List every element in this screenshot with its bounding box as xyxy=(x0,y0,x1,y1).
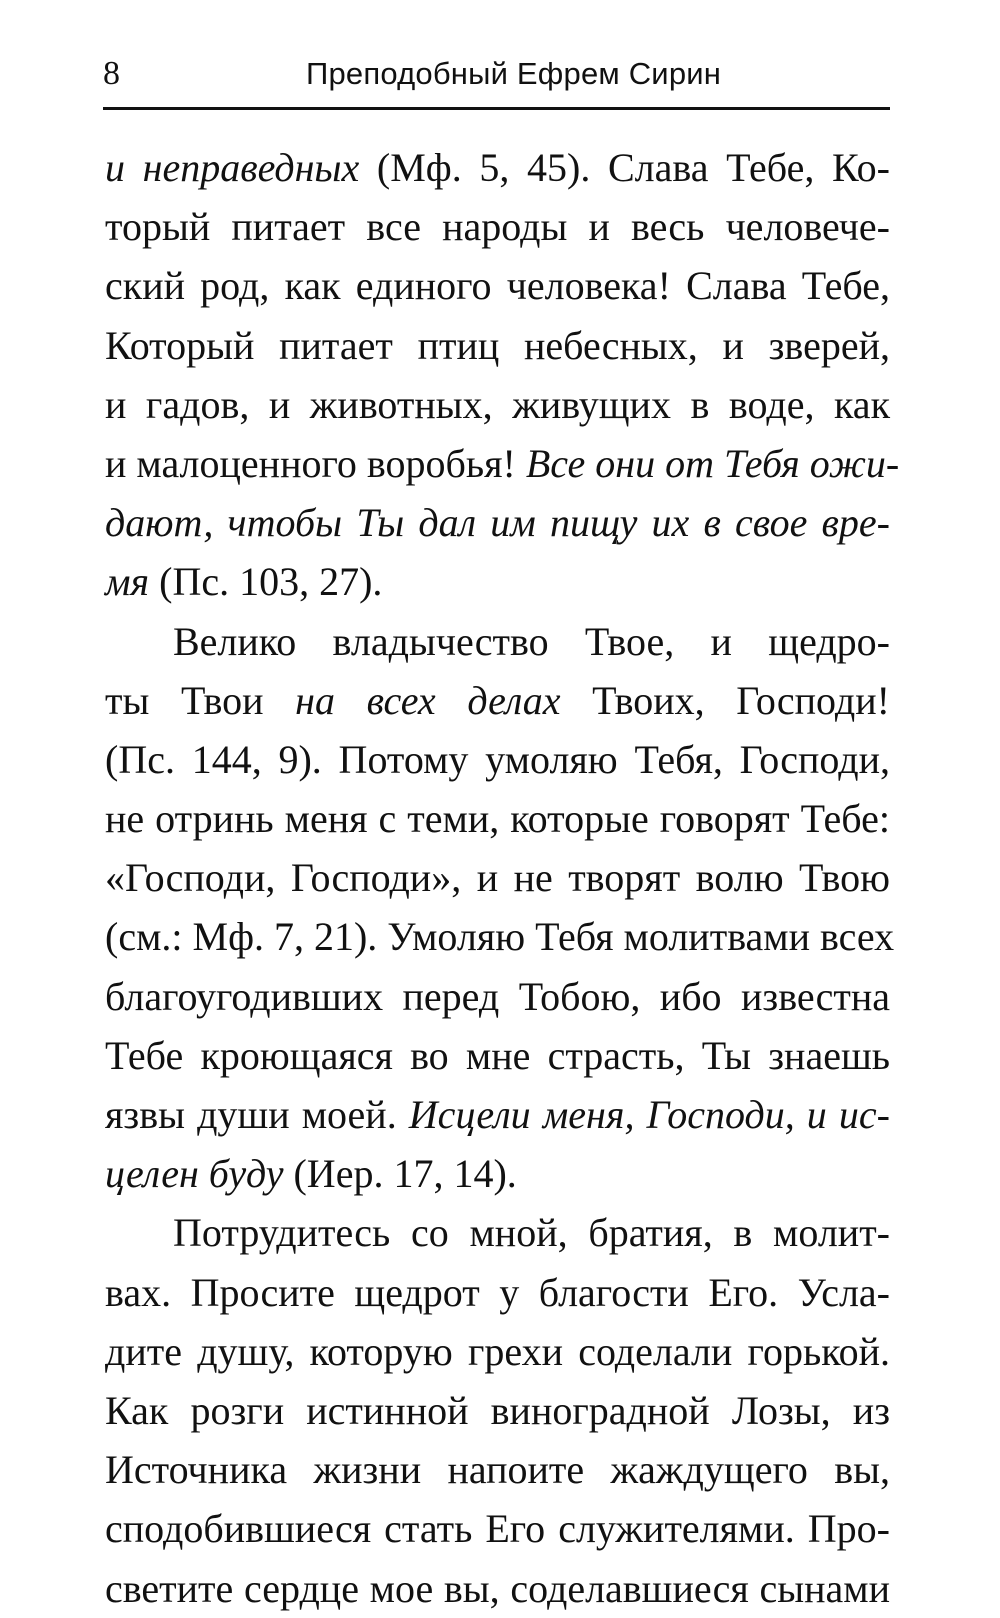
text-line xyxy=(105,848,890,907)
text-run: Источника жизни напоите жаждущего вы, xyxy=(105,1447,890,1493)
text-line xyxy=(105,1026,890,1085)
text-run: (Пс. 144, 9). Потому умоляю Тебя, Господи, xyxy=(105,736,890,782)
text-run: и гадов, и животных, живущих в воде, как xyxy=(105,381,890,427)
text-line xyxy=(105,1263,890,1322)
text-run: Потрудитесь со мной, братия, в молит- xyxy=(173,1210,890,1256)
text-run: дите душу, которую грехи соделали горькой. xyxy=(105,1328,890,1374)
text-line xyxy=(105,1322,890,1381)
text-line xyxy=(105,907,895,966)
page-number: 8 xyxy=(103,55,120,92)
text-line xyxy=(105,612,890,671)
italic-text-run: Исцели меня, Господи, и ис- xyxy=(408,1092,890,1137)
text-line xyxy=(105,493,890,552)
italic-text-run: дают, чтобы Ты дал им пищу их в свое вре- xyxy=(105,500,890,546)
text-run: торый питает все народы и весь человече- xyxy=(105,204,890,250)
italic-text-run: и неправедных xyxy=(105,145,360,190)
text-run: вах. Просите щедрот у благости Его. Усла- xyxy=(105,1269,890,1315)
text-run: Твоих, Господи! xyxy=(560,677,890,723)
body-text xyxy=(105,138,900,1618)
text-line xyxy=(105,1203,890,1262)
text-line xyxy=(105,1085,890,1144)
text-run: сподобившиеся стать Его служителями. Про- xyxy=(105,1506,890,1552)
text-run: Тебе кроющаяся во мне страсть, Ты знаешь xyxy=(105,1032,890,1078)
text-line xyxy=(105,552,890,611)
text-run: язвы души моей. xyxy=(105,1092,409,1137)
italic-text-run: мя xyxy=(105,559,150,605)
text-line xyxy=(105,730,890,789)
text-run: ты Твои xyxy=(105,677,296,723)
text-line xyxy=(105,256,890,315)
text-line xyxy=(105,1440,890,1499)
italic-text-run: Все они от Тебя ожи- xyxy=(525,440,900,486)
text-line xyxy=(105,138,890,197)
text-run: Который питает птиц небесных, и зверей, xyxy=(105,322,890,368)
text-run: (Иер. 17, 14). xyxy=(283,1151,517,1197)
text-run: (см.: Мф. 7, 21). Умоляю Тебя молитвами всех xyxy=(105,914,895,960)
text-run: Велико владычество Твое, и щедро- xyxy=(173,618,890,664)
text-line xyxy=(105,1381,890,1440)
text-line xyxy=(105,1559,890,1618)
text-run: ский род, как единого человека! Слава Тебе, xyxy=(105,263,890,309)
italic-text-run: на всех делах xyxy=(295,677,561,723)
text-run: светите сердце мое вы, соделавшиеся сынами xyxy=(105,1565,890,1611)
text-line xyxy=(105,967,890,1026)
text-line xyxy=(105,197,890,256)
text-run: (Мф. 5, 45). Слава Тебе, Ко- xyxy=(359,145,890,190)
running-title: Преподобный Ефрем Сирин xyxy=(306,56,722,91)
text-run: и малоценного воробья! xyxy=(105,440,526,486)
text-line xyxy=(105,789,890,848)
text-run: благоугодивших перед Тобою, ибо известна xyxy=(105,973,890,1019)
text-run: «Господи, Господи», и не творят волю Твою xyxy=(105,855,890,901)
text-line xyxy=(105,1499,890,1558)
text-run: Как розги истинной виноградной Лозы, из xyxy=(105,1387,890,1433)
text-line xyxy=(105,671,890,730)
text-run: (Пс. 103, 27). xyxy=(149,559,383,605)
italic-text-run: целен буду xyxy=(105,1151,284,1197)
text-line xyxy=(105,375,890,434)
header-rule xyxy=(103,107,890,110)
text-run: не отринь меня с теми, которые говорят Тебе: xyxy=(105,796,890,842)
text-line xyxy=(105,316,890,375)
text-line xyxy=(105,434,900,493)
text-line xyxy=(105,1144,890,1203)
